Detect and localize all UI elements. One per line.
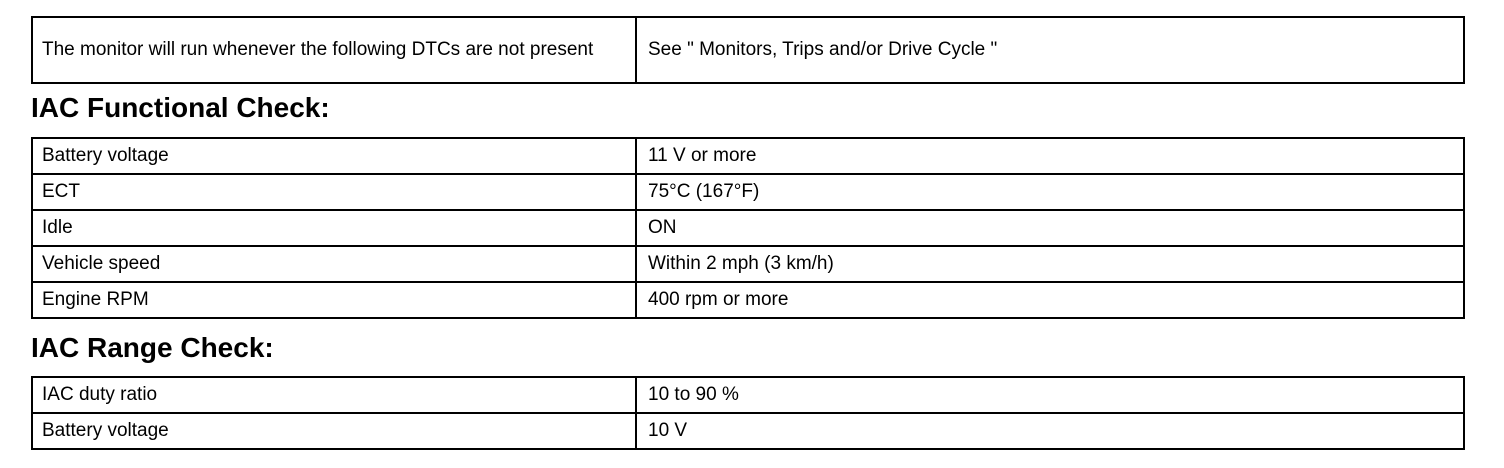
table-row (32, 174, 1464, 210)
iac-functional-check-heading: IAC Functional Check: (31, 92, 330, 123)
parameter-cell: Engine RPM (32, 282, 636, 318)
parameter-cell: Vehicle speed (32, 246, 636, 282)
table-row (32, 413, 1464, 449)
table-row (32, 138, 1464, 174)
value-cell: 10 V (636, 413, 1464, 449)
table-row (32, 17, 1464, 83)
value-cell: 10 to 90 % (636, 377, 1464, 413)
table-row (32, 282, 1464, 318)
parameter-cell: ECT (32, 174, 636, 210)
iac-range-check-table (31, 376, 1465, 450)
parameter-cell: Battery voltage (32, 138, 636, 174)
table-row (32, 377, 1464, 413)
value-cell: ON (636, 210, 1464, 246)
iac-range-check-heading: IAC Range Check: (31, 332, 274, 363)
value-cell: Within 2 mph (3 km/h) (636, 246, 1464, 282)
value-cell: See " Monitors, Trips and/or Drive Cycle " (636, 17, 1464, 83)
table-row (32, 246, 1464, 282)
iac-functional-check-table (31, 137, 1465, 319)
dtc-conditions-table (31, 16, 1465, 84)
parameter-cell: Battery voltage (32, 413, 636, 449)
parameter-cell: Idle (32, 210, 636, 246)
value-cell: 400 rpm or more (636, 282, 1464, 318)
value-cell: 11 V or more (636, 138, 1464, 174)
condition-cell: The monitor will run whenever the following DTCs are not present (32, 17, 636, 83)
value-cell: 75°C (167°F) (636, 174, 1464, 210)
table-row (32, 210, 1464, 246)
parameter-cell: IAC duty ratio (32, 377, 636, 413)
